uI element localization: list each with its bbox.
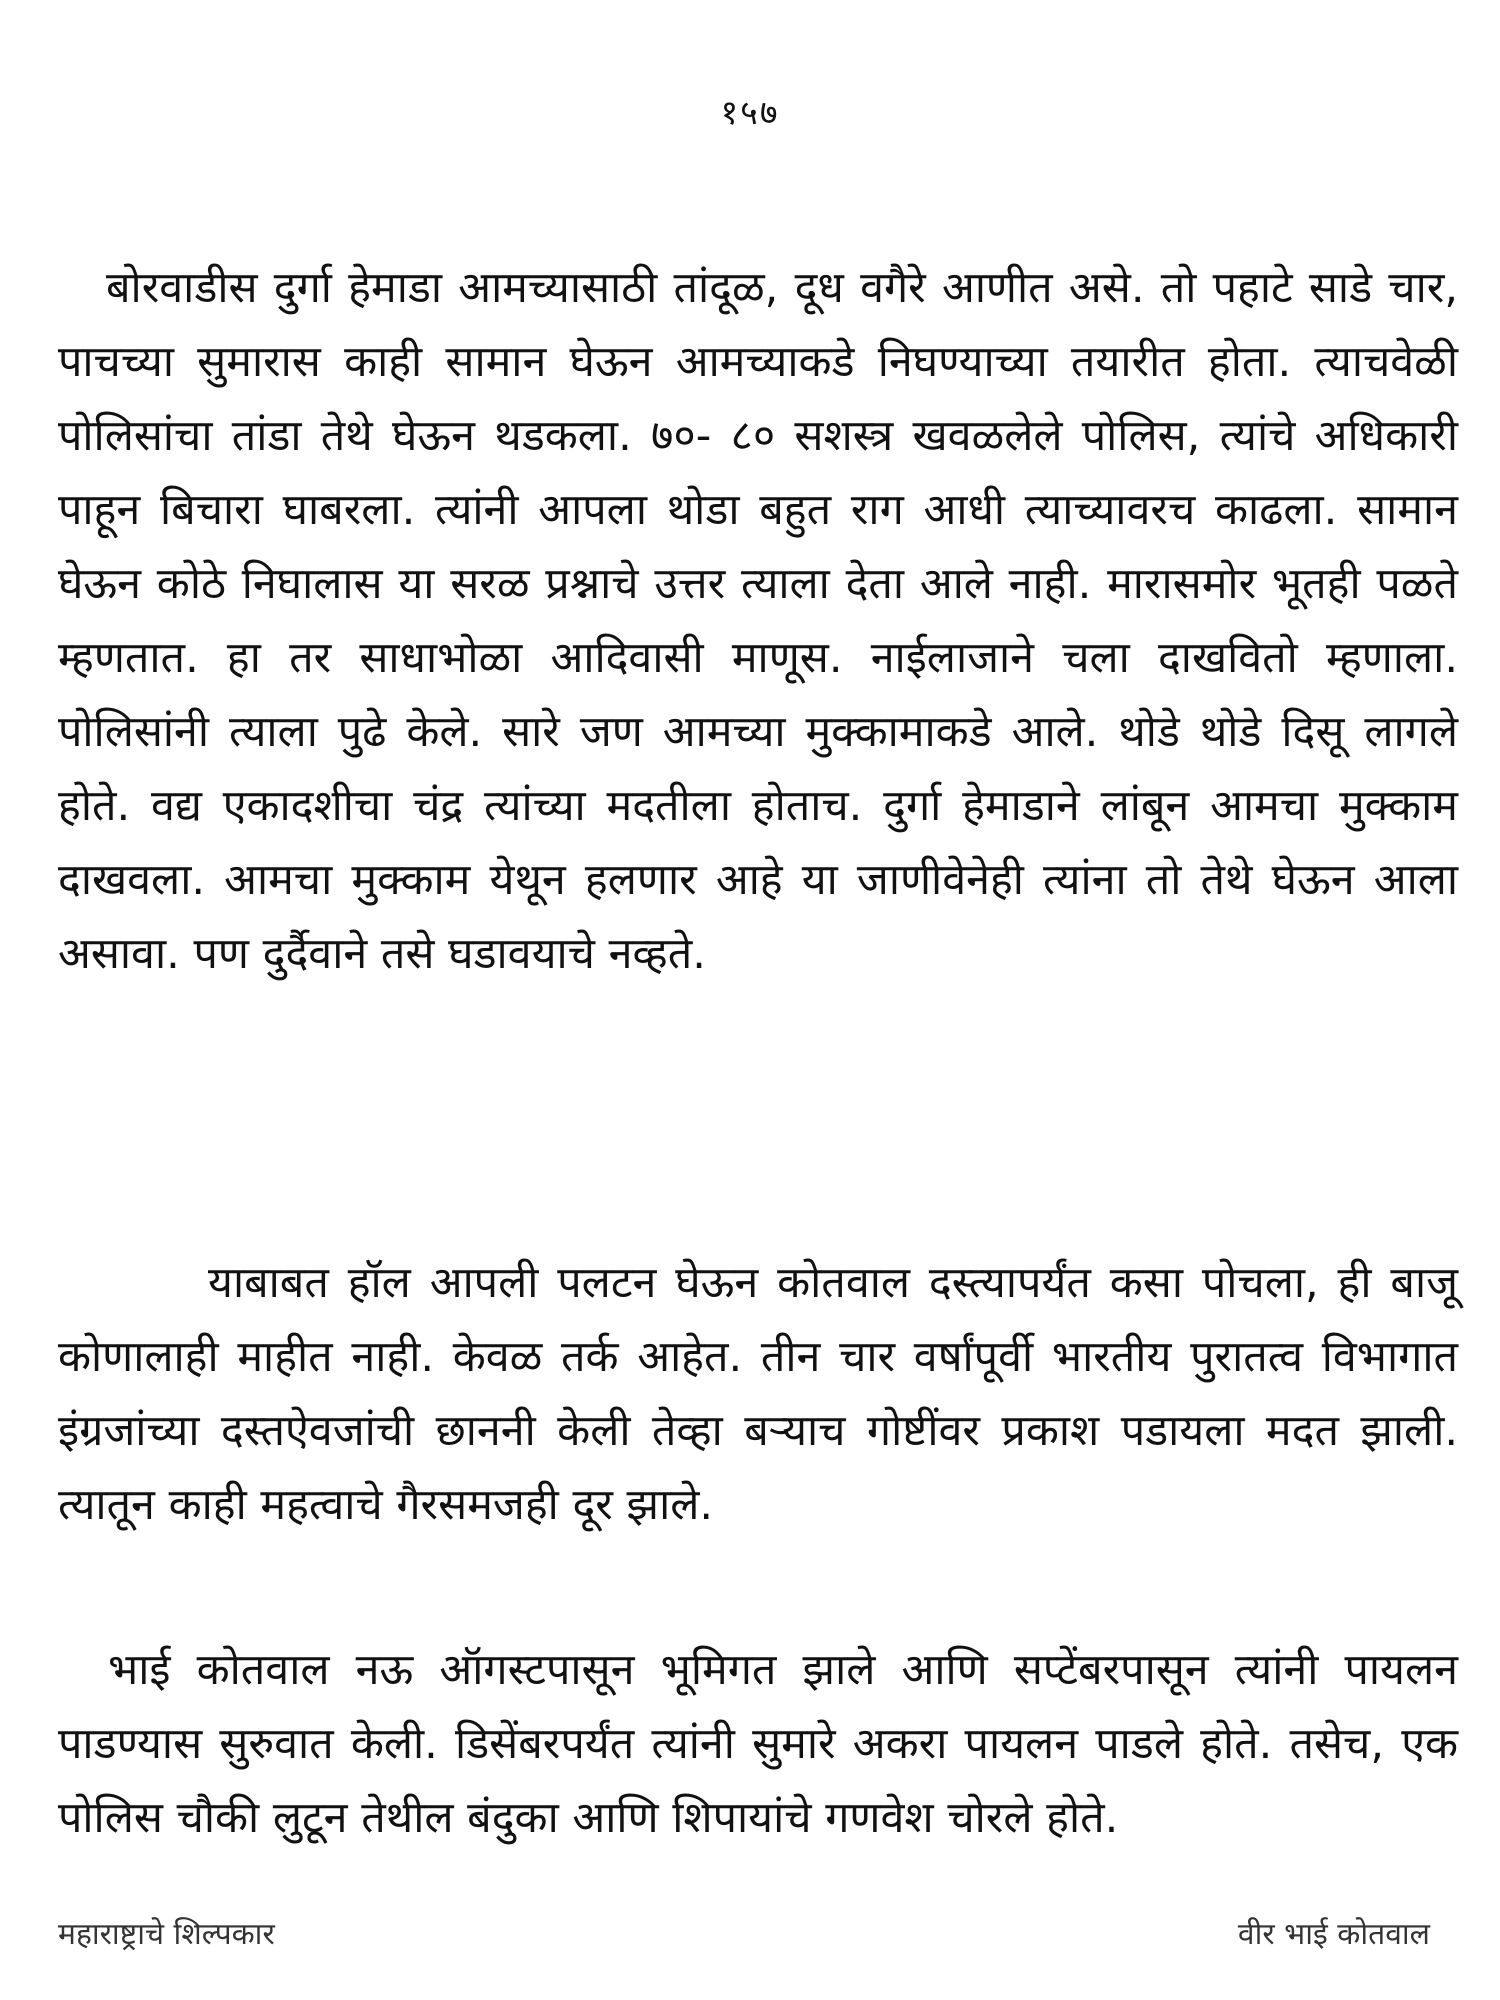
- paragraph-2: याबाबत हॉल आपली पलटन घेऊन कोतवाल दस्त्यापर्यंत कसा पोचला, ही बाजू कोणालाही माहीत नाही. केवळ तर्क आहेत. तीन चार वर्षांपूर्वी भारतीय पुरातत्व विभागात इंग्रजांच्या दस्तऐवजांची छाननी केली तेव्हा बऱ्याच गोष्टींवर प्रकाश पडायला मदत झाली. त्यातून काही महत्वाचे गैरसमजही दूर झाले.: [58, 1258, 1458, 1530]
- page-number: १५७: [720, 93, 780, 133]
- paragraph-3: भाई कोतवाल नऊ ऑगस्टपासून भूमिगत झाले आणि सप्टेंबरपासून त्यांनी पायलन पाडण्यास सुरुवात केली. डिसेंबरपर्यंत त्यांनी सुमारे अकरा पायलन पाडले होते. तसेच, एक पोलिस चौकी लुटून तेथील बंदुका आणि शिपायांचे गणवेश चोरले होते.: [58, 1645, 1458, 1843]
- footer-chapter-title: वीर भाई कोतवाल: [1237, 1917, 1430, 1952]
- footer-book-title: महाराष्ट्राचे शिल्पकार: [58, 1917, 275, 1952]
- paragraph-1: बोरवाडीस दुर्गा हेमाडा आमच्यासाठी तांदूळ, दूध वगैरे आणीत असे. तो पहाटे साडे चार, पाचच्या सुमारास काही सामान घेऊन आमच्याकडे निघण्याच्या तयारीत होता. त्याचवेळी पोलिसांचा तांडा तेथे घेऊन थडकला. ७०- ८० सशस्त्र खवळलेले पोलिस, त्यांचे अधिकारी पाहून बिचारा घाबरला. त्यांनी आपला थोडा बहुत राग आधी त्याच्यावरच काढला. सामान घेऊन कोठे निघालास या सरळ प्रश्नाचे उत्तर त्याला देता आले नाही. मारासमोर भूतही पळते म्हणतात. हा तर साधाभोळा आदिवासी माणूस. नाईलाजाने चला दाखवितो म्हणाला. पोलिसांनी त्याला पुढे केले. सारे जण आमच्या मुक्कामाकडे आले. थोडे थोडे दिसू लागले होते. वद्य एकादशीचा चंद्र त्यांच्या मदतीला होताच. दुर्गा हेमाडाने लांबून आमचा मुक्काम दाखवला. आमचा मुक्काम येथून हलणार आहे या जाणीवेनेही त्यांना तो तेथे घेऊन आला असावा. पण दुर्दैवाने तसे घडावयाचे नव्हते.: [58, 263, 1458, 979]
